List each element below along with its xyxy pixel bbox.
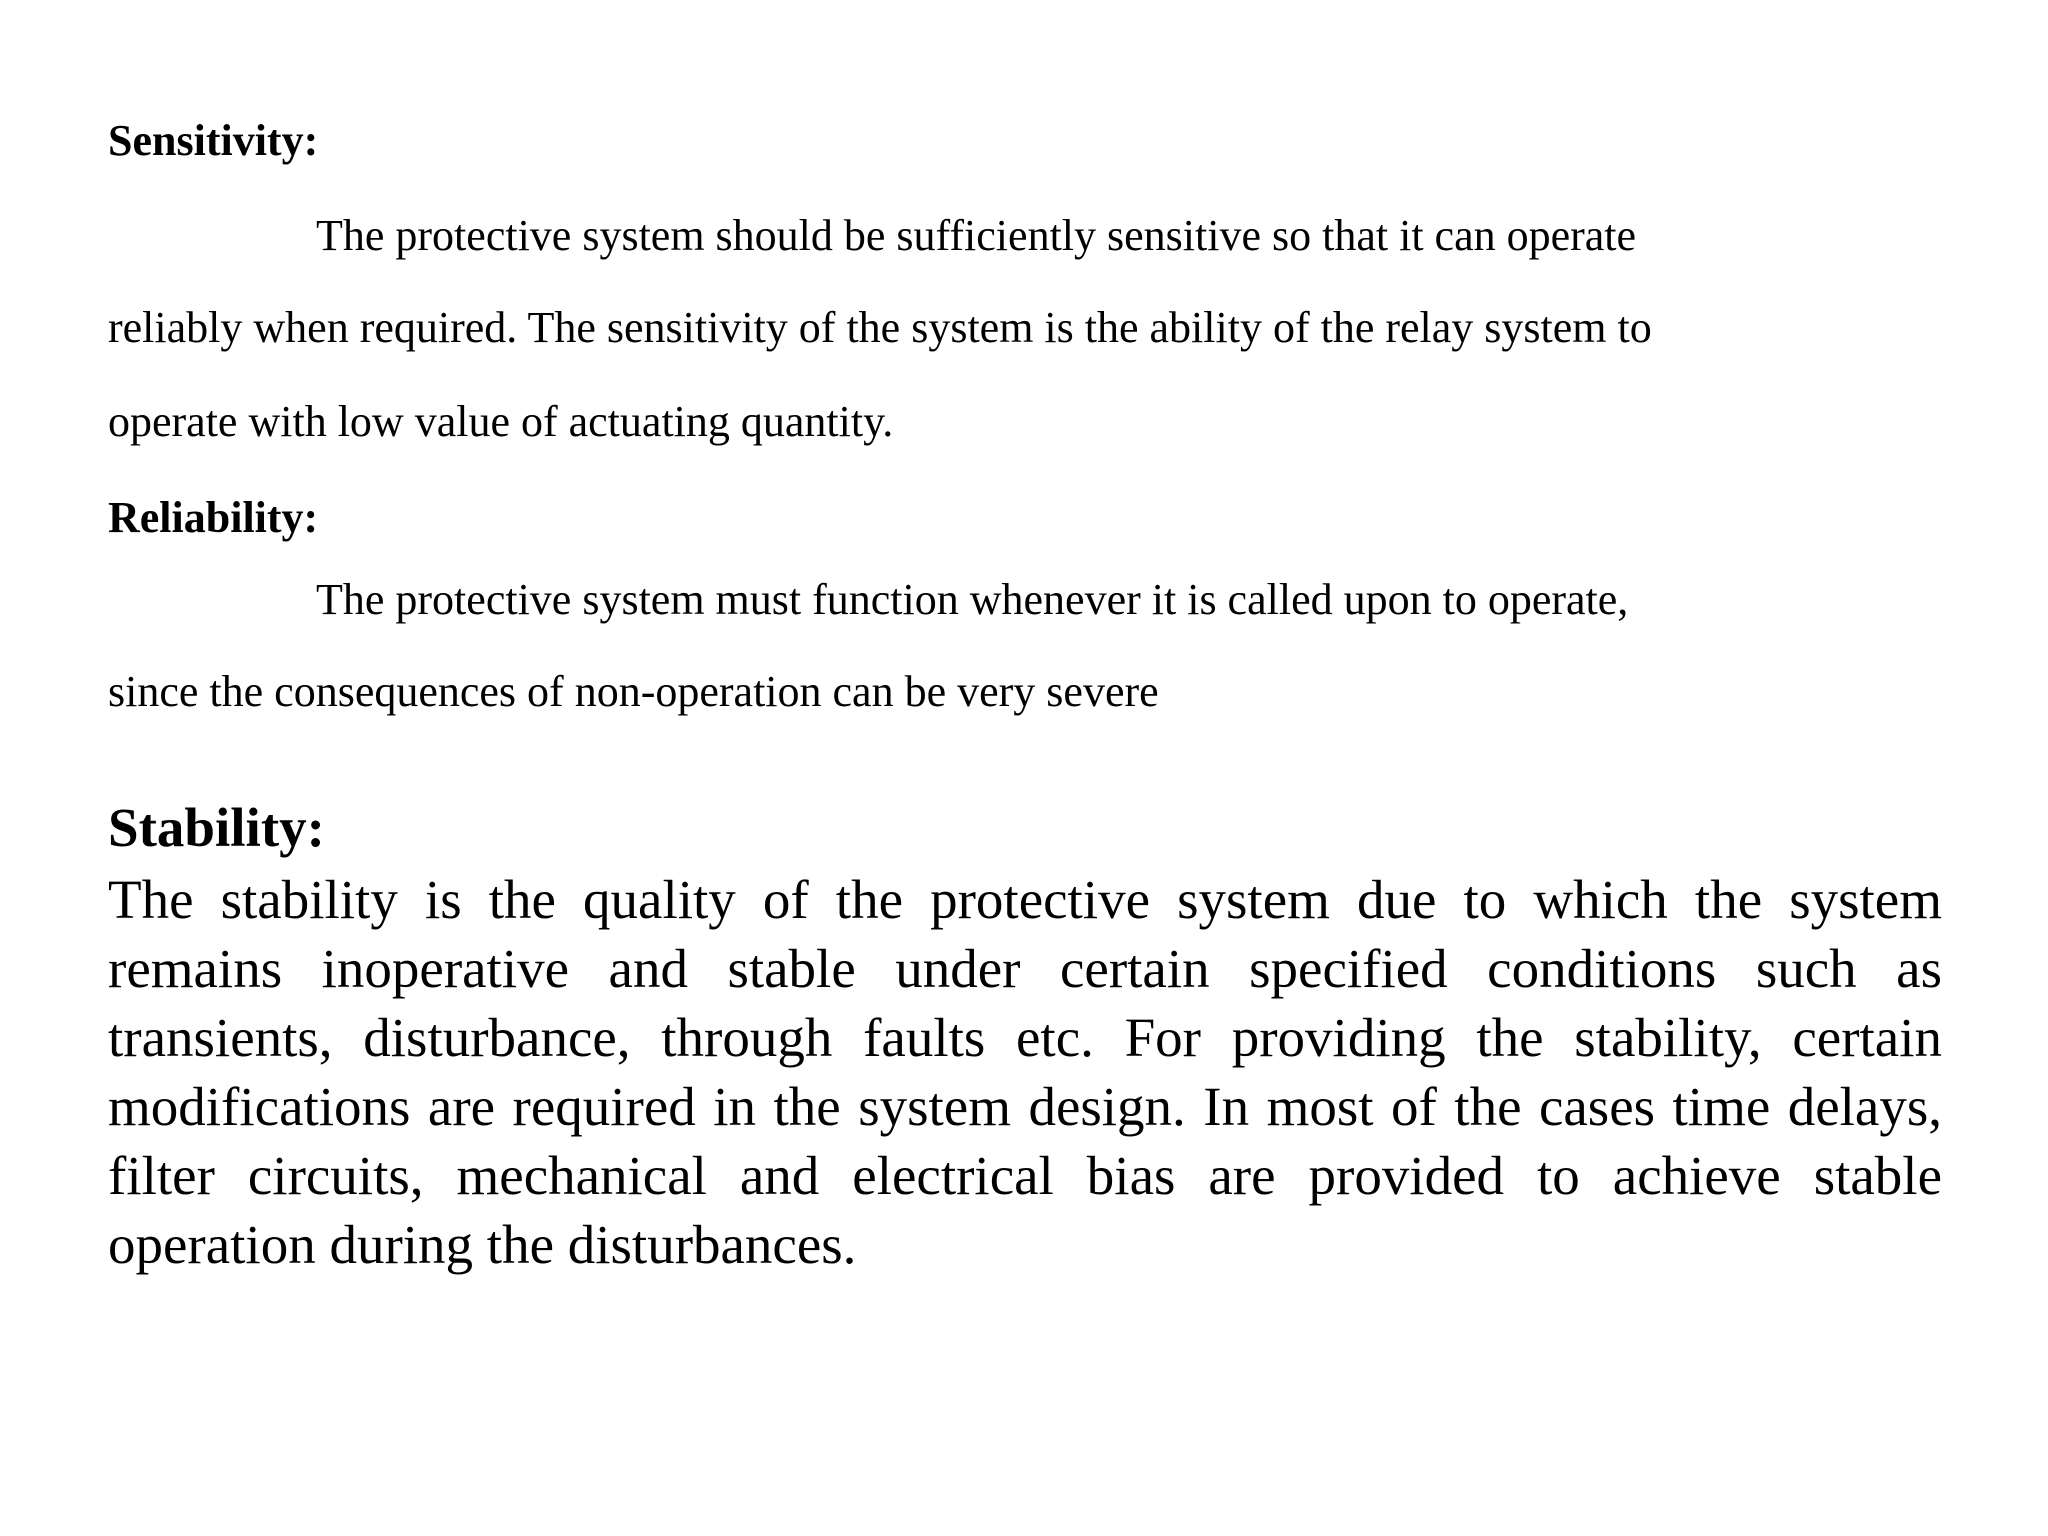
- sensitivity-heading: Sensitivity:: [108, 116, 319, 165]
- stability-paragraph: The stability is the quality of the protective system due to which the system remains inoperative and stable under certain specified conditions such as transients, disturbance, through faults etc. For providing the stability, certain modifications are required in the system design. In most of the cases time delays, filter circuits, mechanical and electrical bias are provided to achieve stable operation during the disturbances.: [108, 869, 1942, 1275]
- reliability-line-2: since the consequences of non-operation can be very severe: [108, 667, 1159, 716]
- sensitivity-line-2: reliably when required. The sensitivity of the system is the ability of the relay system to: [108, 303, 1652, 352]
- sensitivity-line-3: operate with low value of actuating quantity.: [108, 397, 894, 446]
- reliability-heading: Reliability:: [108, 493, 319, 542]
- stability-heading: Stability:: [108, 797, 325, 858]
- sensitivity-line-1: The protective system should be sufficiently sensitive so that it can operate: [316, 211, 1637, 260]
- reliability-line-1: The protective system must function whenever it is called upon to operate,: [316, 575, 1629, 624]
